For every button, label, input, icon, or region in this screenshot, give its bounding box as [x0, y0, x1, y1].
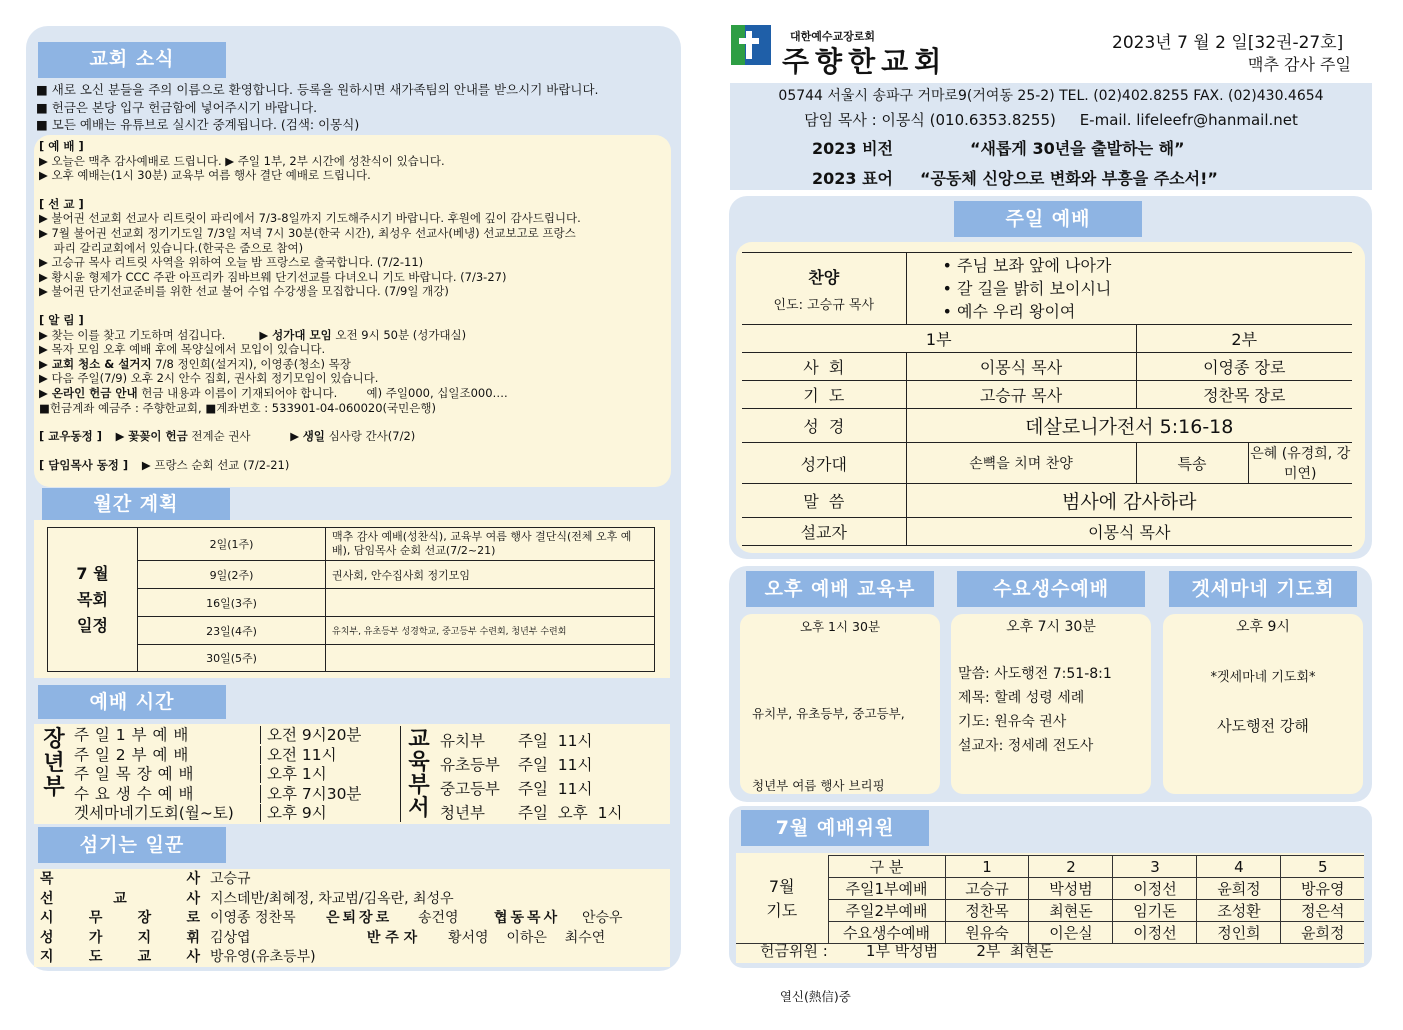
- prayer-1: 고승규 목사: [906, 381, 1136, 409]
- sunday-worship-title: 주일 예배: [954, 201, 1142, 237]
- worship-line: ▶ 오후 예배는(1시 30분) 교육부 여름 행사 결단 예배로 드립니다.: [39, 168, 371, 183]
- committee-cell: 임기돈: [1113, 900, 1197, 922]
- monthly-event: 권사회, 안수집사회 정기모임: [326, 561, 655, 589]
- committee-head: 1: [945, 856, 1029, 878]
- afternoon-lines: 유치부, 유초등부, 중고등부, 청년부 여름 행사 브리핑 열신(熱信)중: [752, 706, 905, 1004]
- staff-row: 성 가 지 휘 김상엽 반 주 자 황서영 이하은 최수연: [40, 929, 606, 946]
- choir-label: 성가대: [742, 443, 906, 484]
- notice-line: ▶ 교회 청소 & 설거지 7/8 정인희(설거지), 이영종(청소) 목장: [39, 356, 351, 371]
- committee-head: 구 분: [828, 856, 945, 878]
- prayer-label: 기 도: [742, 381, 906, 409]
- sermon-title: 범사에 감사하라: [906, 484, 1352, 518]
- church-news-title: 교회 소식: [38, 42, 226, 78]
- motto-text: “공동체 신앙으로 변화와 부흥을 주소서!”: [920, 169, 1218, 188]
- gethsemane-box: [1163, 614, 1363, 794]
- mission-line: ▶ 황시윤 형제가 CCC 주관 아프리카 짐바브웨 단기선교를 다녀오니 기도 바랍니다. (7/3-27): [39, 269, 507, 284]
- committee-cell: 고승규: [945, 878, 1029, 900]
- preacher-label: 설교자: [742, 518, 906, 546]
- members-line: [ 교우동정 ] ▶ 꽃꽂이 헌금 전계순 권사 ▶ 생일 심사랑 간사(7/2): [39, 429, 416, 444]
- committee-table: [736, 855, 1364, 944]
- monthly-week: 30일(5주): [138, 645, 326, 672]
- vision-label: 2023 비전: [812, 139, 894, 158]
- committee-cell: 정찬목: [945, 900, 1029, 922]
- monthly-week: 2일(1주): [138, 528, 326, 561]
- mission-line: ▶ 불어권 선교회 선교사 리트릿이 파리에서 7/3-8일까지 기도해주시기 바랍니다. 후원에 깊이 감사드립니다.: [39, 211, 581, 226]
- staff-row: 지 도 교 사 방유영(유초등부): [40, 949, 316, 965]
- service-1-header: 1부: [742, 325, 1136, 353]
- hymn-leader: 인도: 고승규 목사: [773, 297, 875, 313]
- committee-cell: 최현돈: [1029, 900, 1113, 922]
- presider-1: 이몽식 목사: [906, 353, 1136, 381]
- special-label: 특송: [1136, 443, 1248, 484]
- committee-cell: 정은석: [1281, 900, 1364, 922]
- adult-times-list: [74, 726, 361, 824]
- committee-cell: 이은실: [1029, 922, 1113, 944]
- presider-label: 사 회: [742, 353, 906, 381]
- afternoon-time: 오후 1시 30분: [799, 619, 881, 634]
- committee-cell: 박성범: [1029, 878, 1113, 900]
- committee-side: 7월 기도: [736, 856, 828, 944]
- time-row: 유치부 주일 11시: [440, 732, 593, 750]
- staff-title: 섬기는 일꾼: [38, 827, 226, 863]
- pastor-line: 담임 목사 : 이몽식 (010.6353.8255) E-mail. lifeleefr@hanmail.net: [804, 111, 1298, 129]
- church-name: 주향한교회: [782, 45, 948, 78]
- news-line-2: ■ 헌금은 본당 입구 헌금함에 넣어주시기 바랍니다.: [36, 99, 318, 115]
- sunday-worship-table: [742, 252, 1352, 546]
- offering-committee: 헌금위원 : 1부 박성범 2부 최현돈: [760, 942, 1054, 960]
- address-line: 05744 서울시 송파구 거마로9(거여동 25-2) TEL. (02)402.8255 FAX. (02)430.4654: [778, 88, 1324, 104]
- committee-cell: 이정선: [1113, 922, 1197, 944]
- worship-line: ▶ 오늘은 맥추 감사예배로 드립니다. ▶ 주일 1부, 2부 시간에 성찬식이 있습니다.: [39, 153, 445, 168]
- wednesday-title: 수요생수예배: [957, 571, 1145, 607]
- scripture-label: 성 경: [742, 409, 906, 443]
- special: 은혜 (유경희, 강미연): [1248, 443, 1352, 484]
- edu-times-list: [440, 729, 622, 825]
- committee-cell: 원유숙: [945, 922, 1029, 944]
- gethsemane-title: 겟세마네 기도회: [1169, 571, 1357, 607]
- gethsemane-line-2: 사도행전 강해: [1217, 717, 1309, 735]
- worship-head: [ 예 배 ]: [39, 139, 84, 153]
- committee-cell: 주일2부예배: [828, 900, 945, 922]
- news-line-1: ■ 새로 오신 분들을 주의 이름으로 환영합니다. 등록을 원하시면 새가족팀의 안내를 받으시기 바랍니다.: [36, 82, 599, 97]
- committee-head: 2: [1029, 856, 1113, 878]
- news-top-block: [36, 81, 599, 134]
- committee-head: 3: [1113, 856, 1197, 878]
- time-row: 유초등부 주일 11시: [440, 756, 593, 774]
- scripture: 데살로니가전서 5:16-18: [906, 409, 1352, 443]
- monthly-side-label: 7 월 목회 일정: [48, 528, 138, 672]
- monthly-event: 맥추 감사 예배(성찬식), 교육부 여름 행사 결단식(전체 오후 예배), 담임목사 순회 선교(7/2~21): [326, 528, 655, 561]
- monthly-event: 유치부, 유초등부 성경학교, 중고등부 수련회, 청년부 수련회: [326, 617, 655, 645]
- sunday-name: 맥추 감사 주일: [1248, 55, 1351, 74]
- notice-line: ■헌금계좌 예금주 : 주향한교회, ■계좌번호 : 533901-04-060020(국민은행): [39, 400, 436, 415]
- bulletin-date: 2023년 7 월 2 일[32권-27호]: [1112, 33, 1344, 53]
- gethsemane-line-1: *겟세마네 기도회*: [1210, 670, 1316, 685]
- staff-row: 목 사 고승규: [40, 871, 251, 887]
- edu-group-label: 교육부서: [408, 727, 430, 821]
- worship-times-title: 예배 시간: [38, 685, 226, 719]
- church-logo-icon: [731, 25, 771, 65]
- presider-2: 이영종 장로: [1136, 353, 1352, 381]
- service-2-header: 2부: [1136, 325, 1352, 353]
- staff-row: 선 교 사 지스데반/최혜정, 차교범/김옥란, 최성우: [40, 890, 454, 907]
- notice-line: ▶ 온라인 헌금 안내 헌금 내용과 이름이 기재되어야 합니다. 예) 주일000, 십일조000….: [39, 385, 508, 400]
- monthly-event: [326, 589, 655, 617]
- notice-line: ▶ 다음 주일(7/9) 오후 2시 안수 집회, 권사회 정기모임이 있습니다.: [39, 371, 379, 386]
- notice-head: [ 알 림 ]: [39, 312, 84, 327]
- committee-cell: 조성환: [1197, 900, 1281, 922]
- denomination: 대한예수교장로회: [790, 30, 876, 43]
- monthly-week: 9일(2주): [138, 561, 326, 589]
- monthly-week: 23일(4주): [138, 617, 326, 645]
- afternoon-title: 오후 예배 교육부: [746, 571, 934, 607]
- sermon-label: 말 씀: [742, 484, 906, 518]
- mission-head: [ 선 교 ]: [39, 196, 84, 211]
- motto-label: 2023 표어: [812, 169, 894, 188]
- staff-row: 시 무 장 로 이영종 정찬목 은퇴장로 송건영 협동목사 안승우: [40, 910, 623, 926]
- committee-head: 5: [1281, 856, 1364, 878]
- hymn-list: • 주님 보좌 앞에 나아가 • 갈 길을 밝히 보이시니 • 예수 우리 왕이여: [906, 253, 1352, 325]
- notice-line: ▶ 찾는 이를 찾고 기도하며 섬깁니다. ▶ 성가대 모임 오전 9시 50분 (성가대실): [39, 327, 467, 342]
- pastor-line: [ 담임목사 동정 ] ▶ 프랑스 순회 선교 (7/2-21): [39, 457, 290, 472]
- monthly-plan-table: [47, 527, 655, 672]
- time-row: 수 요 생 수 예 배 오후 7시30분: [74, 784, 362, 803]
- mission-line: ▶ 7월 불어권 선교회 정기기도일 7/3일 저녁 7시 30분(한국 시간), 최성우 선교사(베냉) 선교보고로 프랑스: [39, 225, 576, 240]
- monthly-week: 16일(3주): [138, 589, 326, 617]
- time-row: 주 일 목 장 예 배 오후 1시: [74, 765, 327, 783]
- time-row: 주 일 1 부 예 배 오전 9시20분: [74, 726, 362, 744]
- time-row: 겟세마네기도회(월~토) 오후 9시: [74, 804, 327, 822]
- committee-cell: 주일1부예배: [828, 878, 945, 900]
- committee-cell: 수요생수예배: [828, 922, 945, 944]
- committee-cell: 정인희: [1197, 922, 1281, 944]
- committee-cell: 방유영: [1281, 878, 1364, 900]
- committee-title: 7월 예배위원: [741, 810, 929, 846]
- mission-line: ▶ 불어권 단기선교준비를 위한 선교 불어 수업 수강생을 모집합니다. (7/9일 개강): [39, 284, 449, 299]
- mission-line: 파리 갈리교회에서 있습니다.(한국은 줌으로 참여): [39, 240, 304, 255]
- time-row: 주 일 2 부 예 배 오전 11시: [74, 745, 337, 764]
- time-row: 청년부 주일 오후 1시: [440, 804, 623, 822]
- gethsemane-time: 오후 9시: [1236, 619, 1290, 635]
- vision-text: “새롭게 30년을 출발하는 해”: [970, 139, 1185, 158]
- time-row: 중고등부 주일 11시: [440, 780, 593, 798]
- hymn-label-cell: [742, 253, 906, 325]
- notice-line: ▶ 목자 모임 오후 예배 후에 목양실에서 모입이 있습니다.: [39, 342, 326, 357]
- wednesday-time: 오후 7시 30분: [1006, 619, 1096, 635]
- monthly-plan-title: 월간 계획: [42, 488, 230, 520]
- staff-list: [40, 870, 623, 968]
- prayer-2: 정찬목 장로: [1136, 381, 1352, 409]
- committee-cell: 이정선: [1113, 878, 1197, 900]
- monthly-event: [326, 645, 655, 672]
- adult-group-label: 장년부: [43, 727, 65, 800]
- hymn-label: 찬양: [808, 267, 840, 287]
- choir: 손뼉을 치며 찬양: [906, 443, 1136, 484]
- news-line-3: ■ 모든 예배는 유튜브로 실시간 중계됩니다. (검색: 이몽식): [36, 117, 360, 132]
- wednesday-lines: 말씀: 사도행전 7:51-8:1 제목: 할례 성령 세례 기도: 원유숙 권사 설교자: 정세례 전도사: [958, 666, 1112, 754]
- preacher: 이몽식 목사: [906, 518, 1352, 546]
- committee-cell: 윤희정: [1197, 878, 1281, 900]
- times-divider: [400, 726, 401, 822]
- committee-head: 4: [1197, 856, 1281, 878]
- mission-line: ▶ 고승규 목사 리트릿 사역을 위하여 오늘 밤 프랑스로 출국합니다. (7/2-11): [39, 255, 424, 270]
- news-detail-text: [39, 139, 581, 472]
- committee-cell: 윤희정: [1281, 922, 1364, 944]
